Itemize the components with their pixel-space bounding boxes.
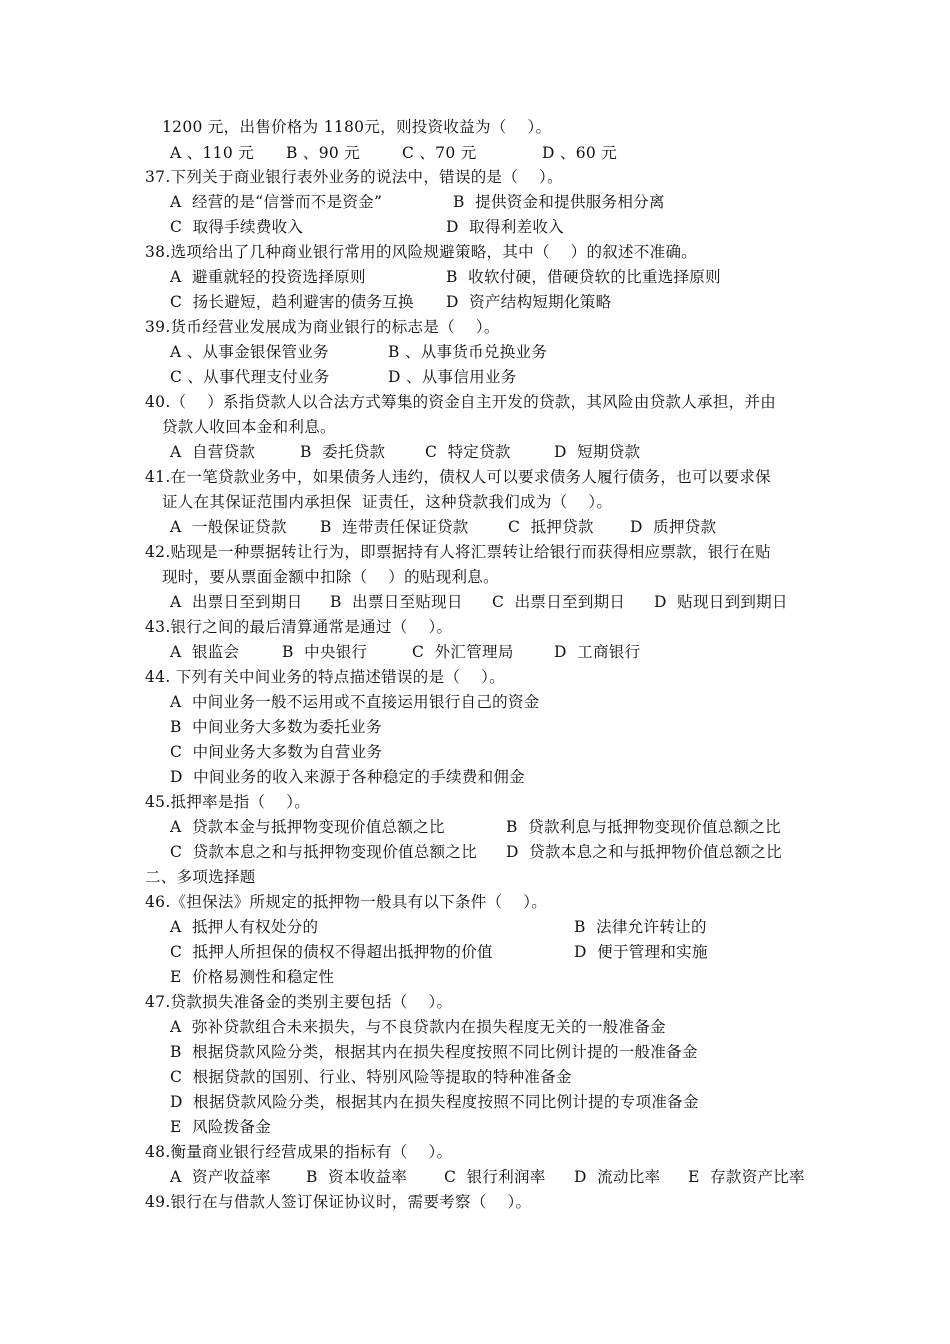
question-text: 40.（ ）系指贷款人以合法方式筹集的资金自主开发的贷款，其风险由贷款人承担，并由 xyxy=(145,393,777,411)
question-text: 38.选项给出了几种商业银行常用的风险规避策略，其中（ ）的叙述不准确。 xyxy=(145,243,698,261)
question-text: 贷款人收回本金和利息。 xyxy=(162,418,336,436)
answer-option: A 、从事金银保管业务 xyxy=(170,343,329,361)
answer-option: B 出票日至贴现日 xyxy=(330,593,463,611)
answer-option: A 自营贷款 xyxy=(170,443,256,461)
answer-option: C 特定贷款 xyxy=(425,443,511,461)
question-text: 41.在一笔贷款业务中，如果债务人违约，债权人可以要求债务人履行债务，也可以要求保 xyxy=(145,468,771,486)
answer-option: B 、90 元 xyxy=(286,144,361,162)
answer-option: C 扬长避短，趋利避害的债务互换 xyxy=(170,293,414,311)
answer-option: D 工商银行 xyxy=(554,643,641,661)
question-text: 证人在其保证范围内承担保 证责任，这种贷款我们成为（ ）。 xyxy=(162,493,613,511)
answer-option: B 连带责任保证贷款 xyxy=(320,518,469,536)
answer-option: D 贴现日到到期日 xyxy=(654,593,788,611)
answer-option: D 短期贷款 xyxy=(554,443,641,461)
answer-option: A 经营的是“信誉而不是资金” xyxy=(170,193,383,211)
question-text: 47.贷款损失准备金的类别主要包括（ ）。 xyxy=(145,993,453,1011)
question-text: 43.银行之间的最后清算通常是通过（ ）。 xyxy=(145,618,453,636)
answer-option: A 一般保证贷款 xyxy=(170,518,287,536)
answer-option: D 便于管理和实施 xyxy=(574,943,708,961)
answer-option: C 取得手续费收入 xyxy=(170,218,304,236)
answer-option: D 资产结构短期化策略 xyxy=(446,293,612,311)
answer-option: C 、从事代理支付业务 xyxy=(170,368,330,386)
answer-option: B 资本收益率 xyxy=(306,1168,408,1186)
answer-option: A 、110 元 xyxy=(170,144,255,162)
question-text: 48.衡量商业银行经营成果的指标有（ ）。 xyxy=(145,1143,453,1161)
answer-option: B 提供资金和提供服务相分离 xyxy=(453,193,665,211)
answer-option: D 质押贷款 xyxy=(630,518,717,536)
question-text: 42.贴现是一种票据转让行为，即票据持有人将汇票转让给银行而获得相应票款，银行在贴 xyxy=(145,543,771,561)
answer-option: B 贷款利息与抵押物变现价值总额之比 xyxy=(506,818,781,836)
answer-option: D 流动比率 xyxy=(574,1168,661,1186)
question-text: 39.货币经营业发展成为商业银行的标志是（ ）。 xyxy=(145,318,500,336)
answer-option: B 、从事货币兑换业务 xyxy=(388,343,548,361)
section-heading: 二、多项选择题 xyxy=(145,868,256,886)
answer-option: D 、60 元 xyxy=(542,144,618,162)
answer-option: A 银监会 xyxy=(170,643,240,661)
answer-option: C 外汇管理局 xyxy=(412,643,514,661)
question-text: 46.《担保法》所规定的抵押物一般具有以下条件（ ）。 xyxy=(145,893,548,911)
answer-option: C 根据贷款的国别、行业、特别风险等提取的特种准备金 xyxy=(170,1068,572,1086)
answer-option: D 根据贷款风险分类，根据其内在损失程度按照不同比例计提的专项准备金 xyxy=(170,1093,699,1111)
answer-option: B 法律允许转让的 xyxy=(574,918,707,936)
answer-option: A 避重就轻的投资选择原则 xyxy=(170,268,366,286)
answer-option: B 收软付硬，借硬贷软的比重选择原则 xyxy=(446,268,721,286)
answer-option: C 抵押贷款 xyxy=(508,518,594,536)
answer-option: C 、70 元 xyxy=(402,144,477,162)
question-text: 45.抵押率是指（ ）。 xyxy=(145,793,311,811)
answer-option: E 价格易测性和稳定性 xyxy=(170,968,335,986)
answer-option: A 抵押人有权处分的 xyxy=(170,918,319,936)
answer-option: D 贷款本息之和与抵押物价值总额之比 xyxy=(506,843,782,861)
answer-option: D 取得利差收入 xyxy=(446,218,564,236)
answer-option: B 委托贷款 xyxy=(300,443,386,461)
answer-option: C 出票日至到期日 xyxy=(492,593,626,611)
question-text: 49.银行在与借款人签订保证协议时，需要考察（ ）。 xyxy=(145,1193,532,1211)
answer-option: C 中间业务大多数为自营业务 xyxy=(170,743,383,761)
answer-option: B 根据贷款风险分类，根据其内在损失程度按照不同比例计提的一般准备金 xyxy=(170,1043,698,1061)
answer-option: C 银行利润率 xyxy=(444,1168,546,1186)
answer-option: A 弥补贷款组合未来损失，与不良贷款内在损失程度无关的一般准备金 xyxy=(170,1018,666,1036)
answer-option: E 风险拨备金 xyxy=(170,1118,272,1136)
question-text: 现时，要从票面金额中扣除（ ）的贴现利息。 xyxy=(162,568,499,586)
answer-option: E 存款资产比率 xyxy=(688,1168,805,1186)
answer-option: A 资产收益率 xyxy=(170,1168,271,1186)
answer-option: A 中间业务一般不运用或不直接运用银行自己的资金 xyxy=(170,693,540,711)
answer-option: D 中间业务的收入来源于各种稳定的手续费和佣金 xyxy=(170,768,525,786)
answer-option: C 贷款本息之和与抵押物变现价值总额之比 xyxy=(170,843,478,861)
answer-option: A 出票日至到期日 xyxy=(170,593,303,611)
question-text: 44. 下列有关中间业务的特点描述错误的是（ ）。 xyxy=(145,668,505,686)
answer-option: A 贷款本金与抵押物变现价值总额之比 xyxy=(170,818,445,836)
question-text: 1200 元，出售价格为 1180元，则投资收益为（ ）。 xyxy=(162,118,552,136)
answer-option: B 中央银行 xyxy=(282,643,368,661)
answer-option: B 中间业务大多数为委托业务 xyxy=(170,718,382,736)
answer-option: C 抵押人所担保的债权不得超出抵押物的价值 xyxy=(170,943,493,961)
question-text: 37.下列关于商业银行表外业务的说法中，错误的是（ ）。 xyxy=(145,168,563,186)
answer-option: D 、从事信用业务 xyxy=(388,368,517,386)
